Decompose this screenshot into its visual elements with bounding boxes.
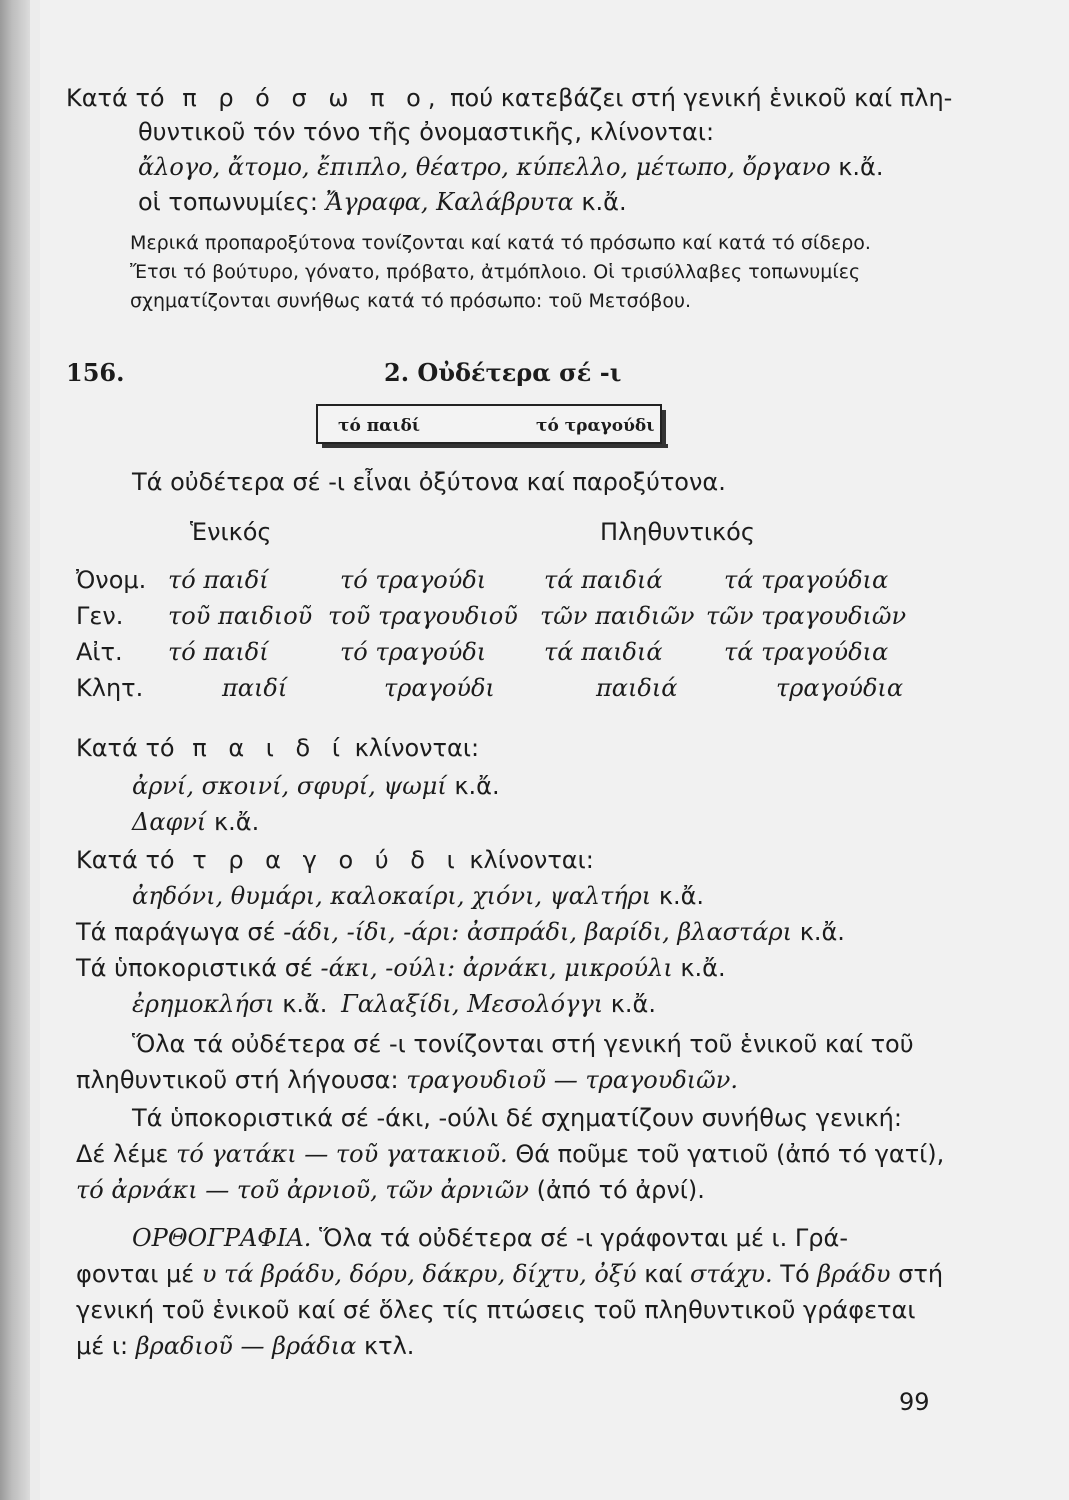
- note-line-2: Ἔτσι τό βούτυρο, γόνατο, πρόβατο, ἀτμόπλοιο. Οἱ τρισύλλαβες τοπωνυμίες: [130, 261, 861, 283]
- example-box-left: τό παιδί: [338, 416, 421, 436]
- example-box-right: τό τραγούδι: [536, 416, 655, 436]
- body-line-paidi: Κατά τό π α ι δ ί κλίνονται:: [76, 734, 480, 762]
- ortho-line-4: μέ ι: βραδιοῦ — βράδια κτλ.: [76, 1332, 415, 1360]
- body-line-examples-3: ἀηδόνι, θυμάρι, καλοκαίρι, χιόνι, ψαλτήρι κ.ἄ.: [132, 882, 705, 910]
- note-line-3: σχηματίζονται συνήθως κατά τό πρόσωπο: τοῦ Μετσόβου.: [130, 290, 692, 312]
- ortho-line-3: γενική τοῦ ἑνικοῦ καί σέ ὅλες τίς πτώσεις τοῦ πληθυντικοῦ γράφεται: [76, 1296, 916, 1324]
- note-line-1: Μερικά προπαροξύτονα τονίζονται καί κατά τό πρόσωπο καί κατά τό σίδερο.: [130, 232, 871, 254]
- section-title: 2. Οὐδέτερα σέ -ι: [384, 358, 622, 387]
- body-line-derivatives: Τά παράγωγα σέ -άδι, -ίδι, -άρι: ἀσπράδι, βαρίδι, βλαστάρι κ.ἄ.: [76, 918, 845, 946]
- example-box: [316, 404, 662, 444]
- body-line-genitive-3: τό ἀρνάκι — τοῦ ἀρνιοῦ, τῶν ἀρνιῶν (ἀπό τό ἀρνί).: [76, 1176, 705, 1204]
- page-number: 99: [899, 1388, 930, 1416]
- body-line-accent-1: Ὅλα τά οὐδέτερα σέ -ι τονίζονται στή γενική τοῦ ἑνικοῦ καί τοῦ: [132, 1030, 914, 1058]
- body-line-accent-2: πληθυντικοῦ στή λήγουσα: τραγουδιοῦ — τραγουδιῶν.: [76, 1066, 738, 1094]
- intro-line-3: ἄλογο, ἄτομο, ἔπιπλο, θέατρο, κύπελλο, μέτωπο, ὄργανο κ.ἄ.: [138, 153, 884, 181]
- ortho-line-2: φονται μέ υ τά βράδυ, δόρυ, δάκρυ, δίχτυ, ὀξύ καί στάχυ. Τό βράδυ στή: [76, 1260, 944, 1288]
- body-line-genitive-1: Τά ὑποκοριστικά σέ -άκι, -ούλι δέ σχηματίζουν συνήθως γενική:: [132, 1104, 902, 1132]
- book-spine-shadow: [0, 0, 30, 1500]
- table-head-plural: Πληθυντικός: [600, 518, 755, 546]
- table-head-singular: Ἑνικός: [190, 518, 272, 546]
- lead-sentence: Τά οὐδέτερα σέ -ι εἶναι ὀξύτονα καί παροξύτονα.: [132, 468, 726, 496]
- body-line-tragoudi: Κατά τό τ ρ α γ ο ύ δ ι κλίνονται:: [76, 846, 594, 874]
- body-line-genitive-2: Δέ λέμε τό γατάκι — τοῦ γατακιοῦ. Θά ποῦμε τοῦ γατιοῦ (ἀπό τό γατί),: [76, 1140, 945, 1168]
- body-line-examples-4: ἐρημοκλήσι κ.ἄ. Γαλαξίδι, Μεσολόγγι κ.ἄ.: [132, 990, 657, 1018]
- intro-line-1: Κατά τό π ρ ό σ ω π ο, πού κατεβάζει στή γενική ἑνικοῦ καί πλη-: [66, 84, 953, 112]
- box-shadow-bottom: [322, 444, 668, 448]
- ortho-line-1: ΟΡΘΟΓΡΑΦΙΑ. Ὅλα τά οὐδέτερα σέ -ι γράφονται μέ ι. Γρά-: [132, 1224, 849, 1252]
- intro-line-2: θυντικοῦ τόν τόνο τῆς ὀνομαστικῆς, κλίνονται:: [138, 118, 715, 146]
- box-shadow-right: [662, 410, 666, 448]
- intro-line-4: οἱ τοπωνυμίες: Ἄγραφα, Καλάβρυτα κ.ἄ.: [138, 188, 627, 216]
- section-number: 156.: [66, 358, 125, 387]
- body-line-examples-1: ἀρνί, σκοινί, σφυρί, ψωμί κ.ἄ.: [132, 772, 500, 800]
- body-line-examples-2: Δαφνί κ.ἄ.: [132, 808, 260, 836]
- body-line-diminutives: Τά ὑποκοριστικά σέ -άκι, -ούλι: ἀρνάκι, μικρούλι κ.ἄ.: [76, 954, 726, 982]
